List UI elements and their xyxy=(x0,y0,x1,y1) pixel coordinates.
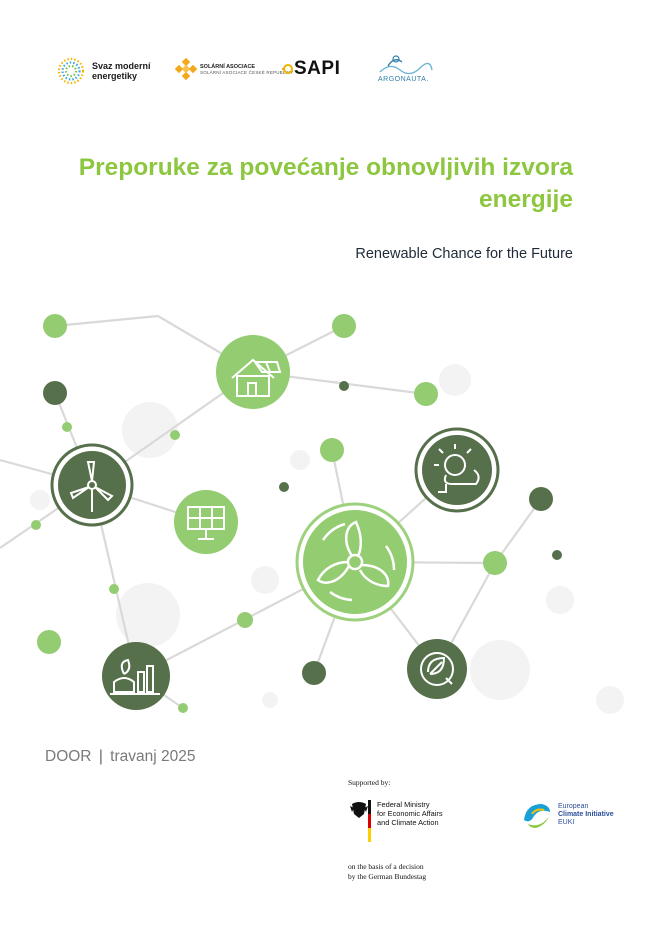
euki-swirl-icon xyxy=(520,798,554,832)
separator: | xyxy=(98,748,103,765)
house-solar-node xyxy=(216,335,290,409)
solarni-name: SOLÁRNÍ ASOCIACE xyxy=(200,63,256,70)
biomass-factory-node xyxy=(102,642,170,710)
publication-date: travanj 2025 xyxy=(110,748,196,765)
euki-line2: Climate Initiative xyxy=(558,811,614,818)
basis-line2: by the German Bundestag xyxy=(348,871,427,881)
bmwk-logo xyxy=(348,800,455,850)
svaz-logo xyxy=(56,56,151,86)
bundestag-note xyxy=(348,862,468,881)
svaz-line1: Svaz moderní xyxy=(92,61,151,71)
wind-turbine-node xyxy=(52,445,132,525)
renewable-network-graphic xyxy=(0,300,645,730)
euki-line1: European xyxy=(558,803,589,810)
org-name: DOOR xyxy=(45,748,92,765)
argonauta-name: ARGONAUTA. xyxy=(378,76,429,83)
solarni-tagline: SOLÁRNÍ ASOCIACE ČESKÉ REPUBLIKY xyxy=(200,69,294,75)
central-turbine-node xyxy=(297,504,413,620)
basis-line1: on the basis of a decision xyxy=(348,862,424,871)
partner-logos xyxy=(0,52,645,92)
ministry-line2: for Economic Affairs xyxy=(377,809,443,818)
sapi-name: SAPI xyxy=(294,58,341,79)
euki-line3: EUKI xyxy=(558,819,575,826)
page-subtitle: Renewable Chance for the Future xyxy=(355,246,573,262)
solar-panel-node xyxy=(174,490,238,554)
supported-by-label: Supported by: xyxy=(348,778,391,787)
sapi-plug-icon xyxy=(282,60,294,78)
ministry-line3: and Climate Action xyxy=(377,818,439,827)
wave-icon xyxy=(378,52,434,76)
argonauta-logo xyxy=(378,52,434,83)
svaz-line2: energetiky xyxy=(92,71,138,81)
publication-info xyxy=(45,748,195,766)
sapi-logo xyxy=(282,58,340,80)
solar-energy-node xyxy=(416,429,498,511)
svaz-mark-icon xyxy=(56,56,86,86)
solarni-logo xyxy=(175,58,293,80)
green-energy-node xyxy=(407,639,467,699)
page-title: Preporuke za povećanje obnovljivih izvora energije xyxy=(78,154,573,213)
federal-eagle-icon xyxy=(348,800,370,850)
ministry-line1: Federal Ministry xyxy=(377,800,430,809)
euki-logo xyxy=(520,798,614,832)
sun-cluster-icon xyxy=(175,58,197,80)
